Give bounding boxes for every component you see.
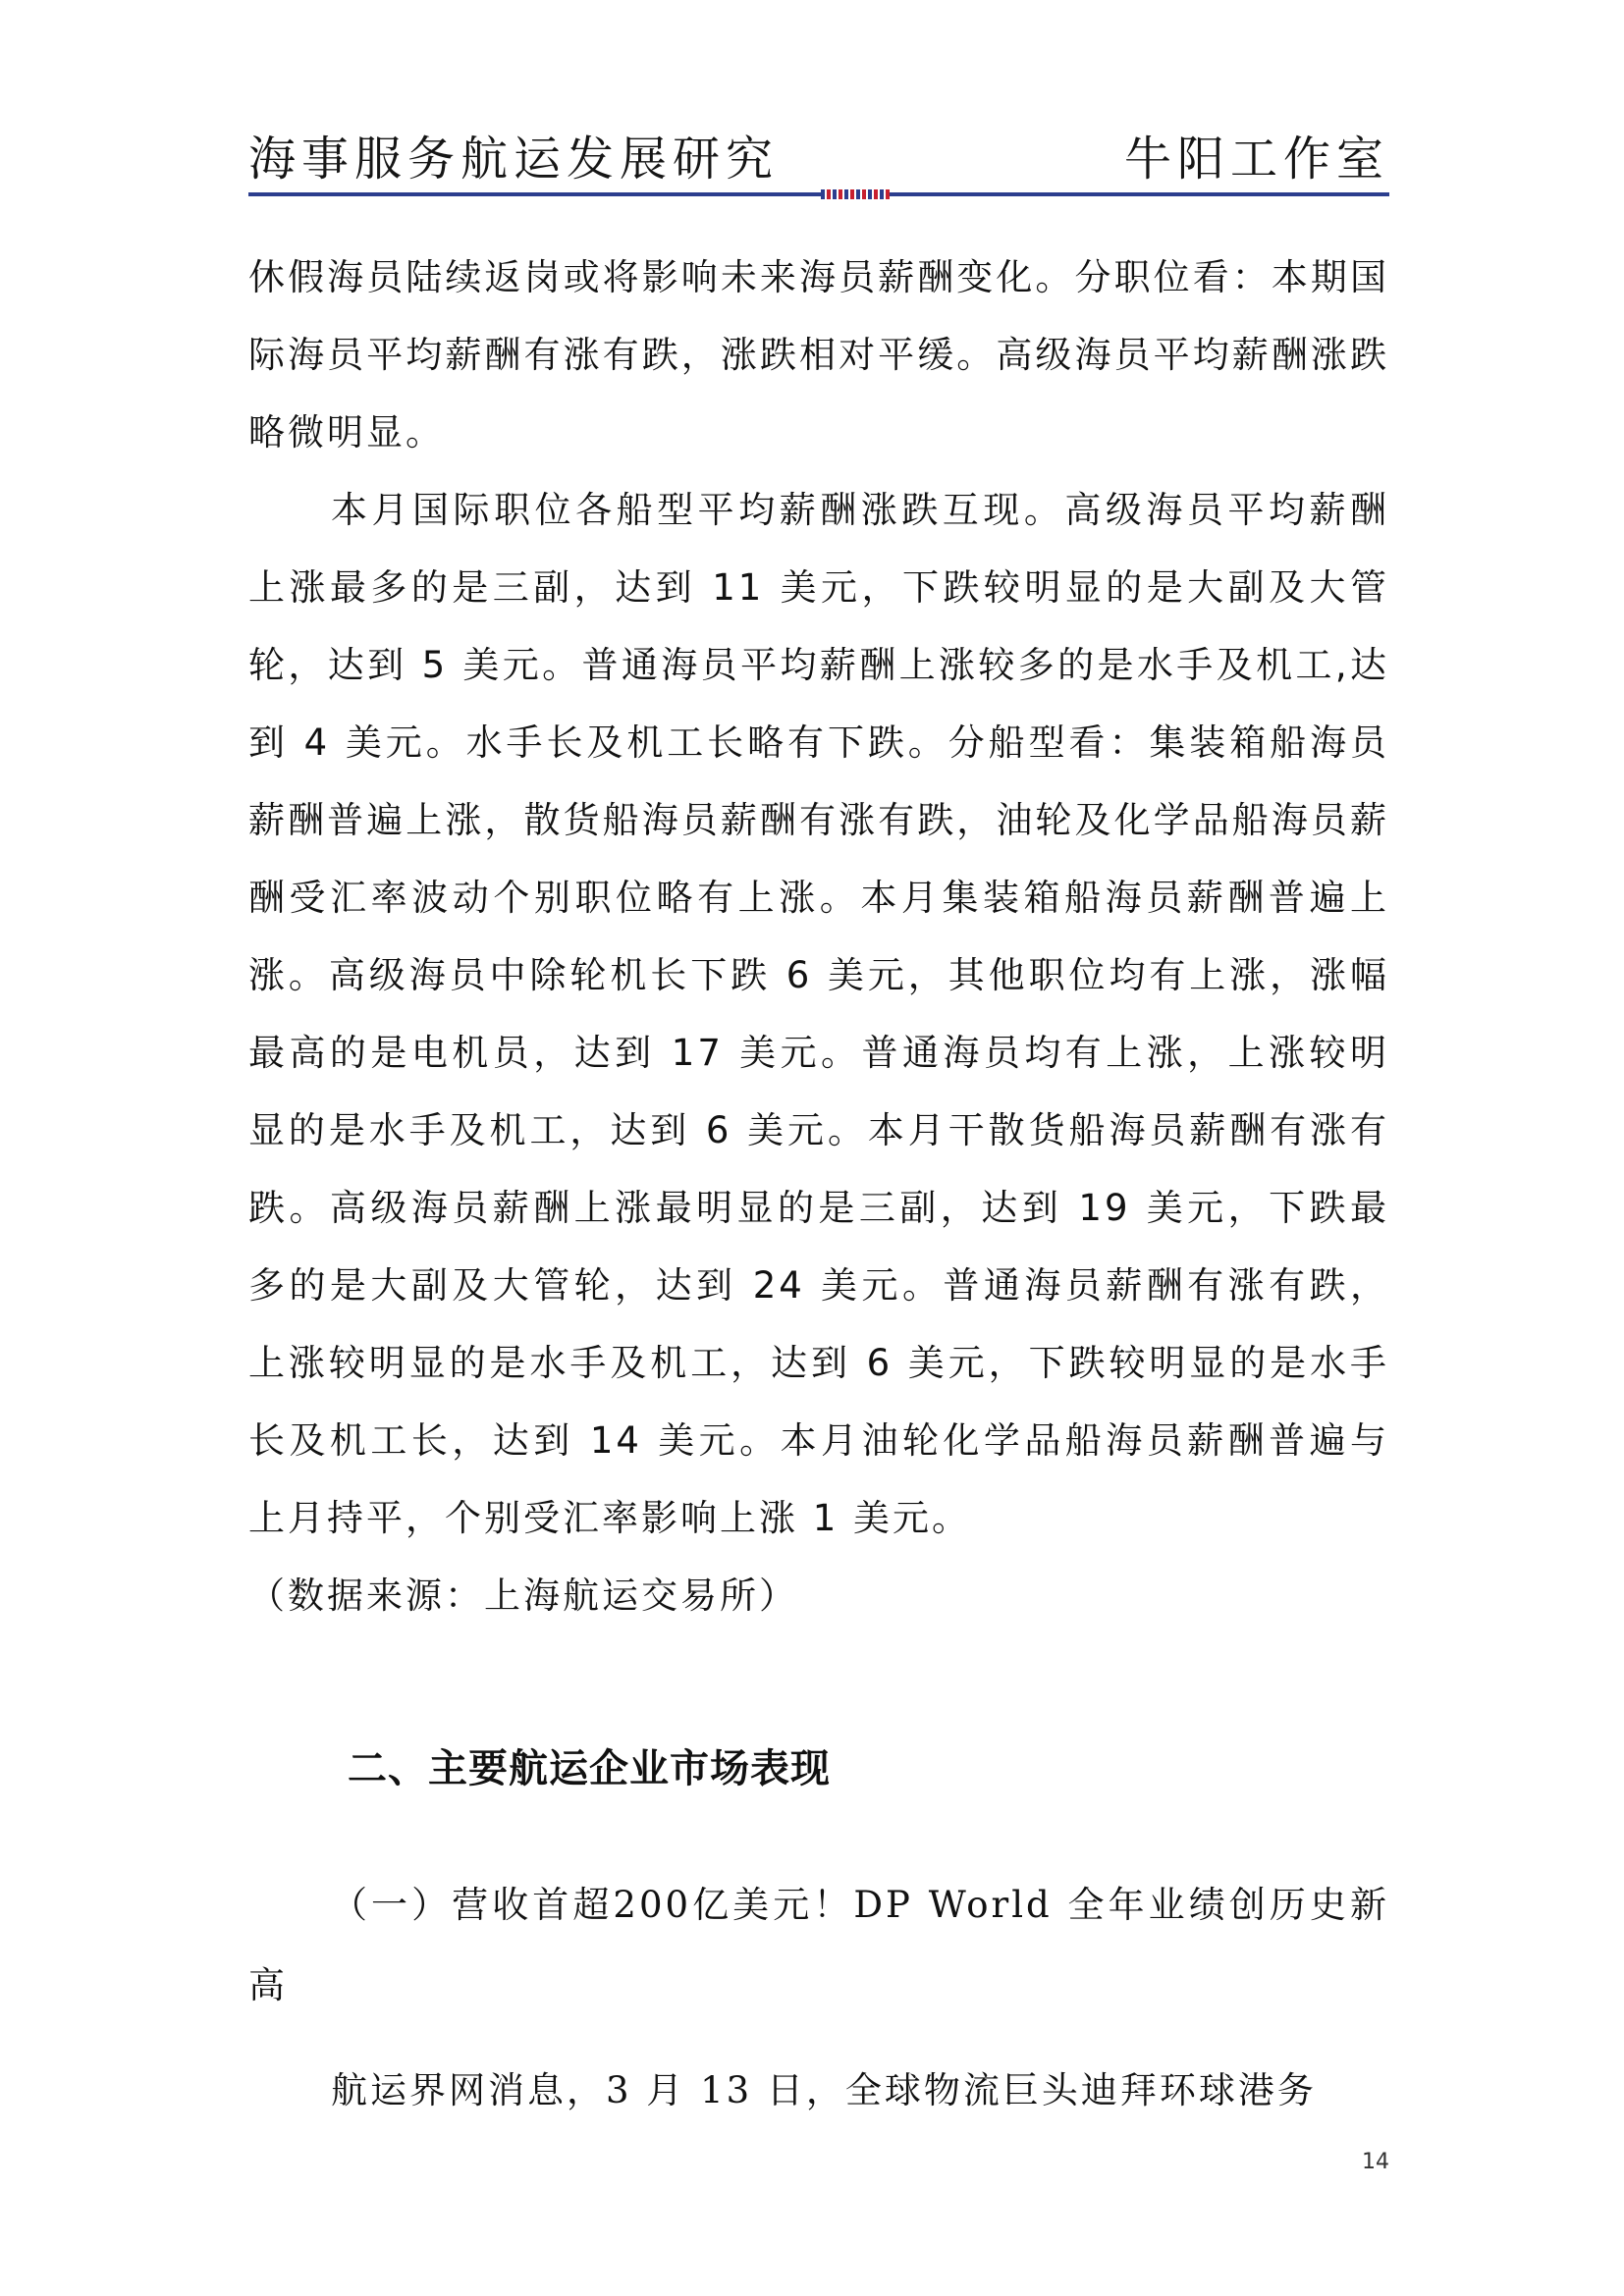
page-number: 14 <box>1362 2150 1389 2174</box>
body-paragraph-1: 休假海员陆续返岗或将影响未来海员薪酬变化。分职位看：本期国际海员平均薪酬有涨有跌，涨跌相对平缓。高级海员平均薪酬涨跌略微明显。 <box>248 256 1389 454</box>
header-title: 海事服务航运发展研究 <box>248 132 780 187</box>
header-studio-name: 牛阳工作室 <box>1123 132 1389 187</box>
section-heading: 二、主要航运企业市场表现 <box>348 1746 831 1791</box>
sub-heading: （一）营收首超200亿美元！DP World 全年业绩创历史新高 <box>248 1884 1389 2006</box>
data-source-note: （数据来源：上海航运交易所） <box>248 1575 798 1617</box>
body-paragraph-2: 本月国际职位各船型平均薪酬涨跌互现。高级海员平均薪酬上涨最多的是三副，达到 11 美元，下跌较明显的是大副及大管轮，达到 5 美元。普通海员平均薪酬上涨较多的是水手及机工,达到 4 美元。水手长及机工长略有下跌。分船型看：集装箱船海员薪酬普遍上涨，散货船海员薪酬有涨有跌，油轮及化学品船海员薪酬受汇率波动个别职位略有上涨。本月集装箱船海员薪酬普遍上涨。高级海员中除轮机长下跌 6 美元，其他职位均有上涨，涨幅最高的是电机员，达到 17 美元。普通海员均有上涨，上涨较明显的是水手及机工，达到 6 美元。本月干散货船海员薪酬有涨有跌。高级海员薪酬上涨最明显的是三副，达到 19 美元，下跌最多的是大副及大管轮，达到 24 美元。普通海员薪酬有涨有跌，上涨较明显的是水手及机工，达到 6 美元，下跌较明显的是水手长及机工长，达到 14 美元。本月油轮化学品船海员薪酬普遍与上月持平，个别受汇率影响上涨 1 美元。 <box>248 489 1389 1539</box>
header-rule-line <box>248 192 1389 196</box>
header-stripe-ornament <box>821 189 890 199</box>
header-divider <box>248 189 1389 201</box>
page-header <box>248 130 1389 190</box>
body-content <box>248 239 1389 1634</box>
body-paragraph-3: 航运界网消息，3 月 13 日，全球物流巨头迪拜环球港务 <box>331 2069 1317 2111</box>
